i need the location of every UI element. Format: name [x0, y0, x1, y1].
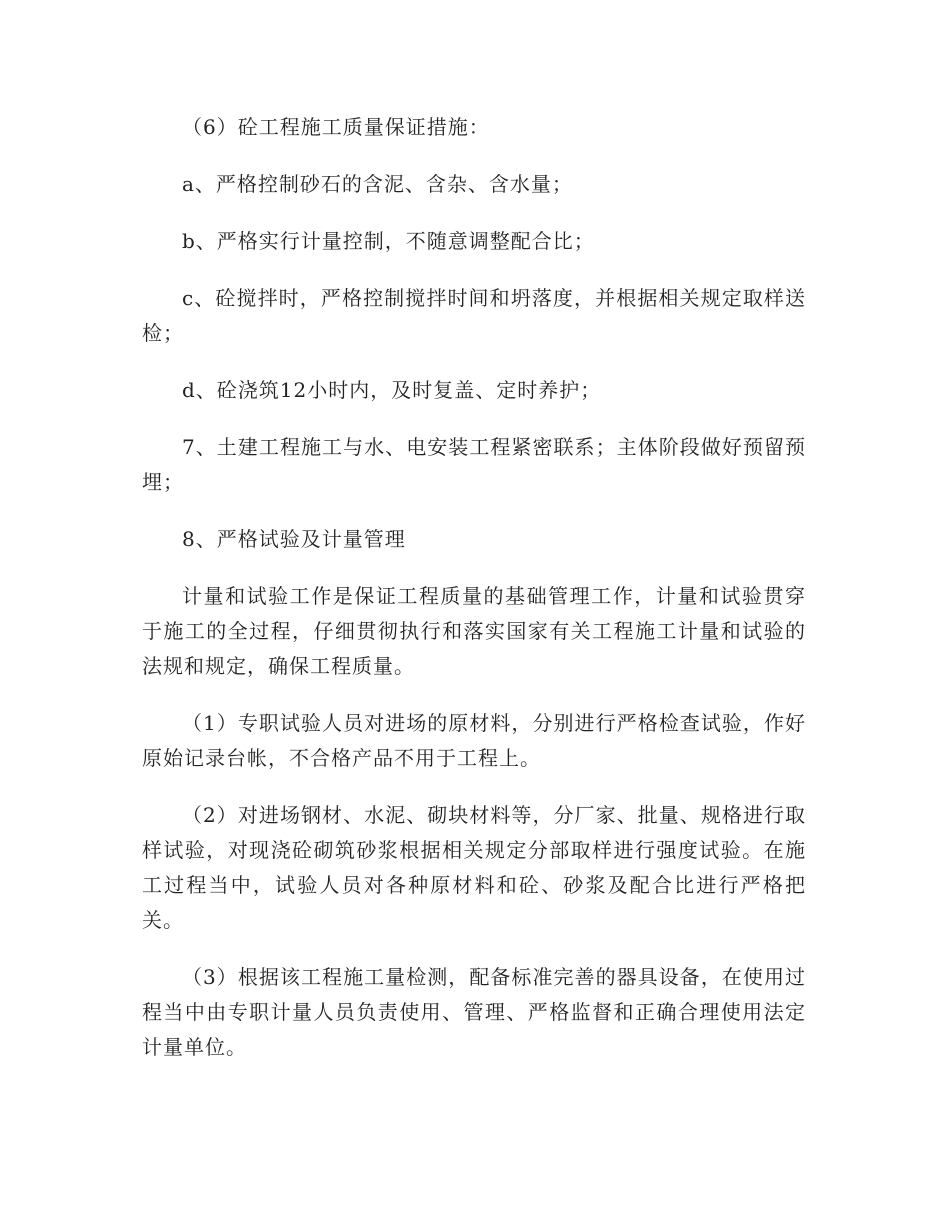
paragraph-section-8-heading: 8、严格试验及计量管理: [182, 527, 406, 551]
paragraph-section-7: 7、土建工程施工与水、电安装工程紧密联系；主体阶段做好预留预埋；: [142, 435, 806, 494]
paragraph-measurement-intro: 计量和试验工作是保证工程质量的基础管理工作，计量和试验贯穿于施工的全过程，仔细贯彻执行和落实国家有关工程施工计量和试验的法规和规定，确保工程质量。: [142, 584, 806, 678]
paragraph-item-b: b、严格实行计量控制，不随意调整配合比；: [182, 229, 595, 253]
paragraph-item-c: c、砼搅拌时，严格控制搅拌时间和坍落度，并根据相关规定取样送检；: [142, 286, 806, 345]
paragraph-point-2: （2）对进场钢材、水泥、砌块材料等，分厂家、批量、规格进行取样试验，对现浇砼砌筑砂浆根据相关规定分部取样进行强度试验。在施工过程当中，试验人员对各种原材料和砼、砂浆及配合比进行严格把关。: [142, 803, 806, 932]
paragraph-point-3: （3）根据该工程施工量检测，配备标准完善的器具设备，在使用过程当中由专职计量人员负责使用、管理、严格监督和正确合理使用法定计量单位。: [142, 965, 806, 1059]
paragraph-concrete-measures-heading: （6）砼工程施工质量保证措施：: [182, 115, 490, 139]
paragraph-item-d: d、砼浇筑12小时内，及时复盖、定时养护；: [182, 378, 602, 402]
paragraph-point-1: （1）专职试验人员对进场的原材料，分别进行严格检查试验，作好原始记录台帐，不合格产品不用于工程上。: [142, 711, 806, 770]
paragraph-item-a: a、严格控制砂石的含泥、含杂、含水量；: [182, 172, 573, 196]
document-body: [142, 110, 806, 1065]
